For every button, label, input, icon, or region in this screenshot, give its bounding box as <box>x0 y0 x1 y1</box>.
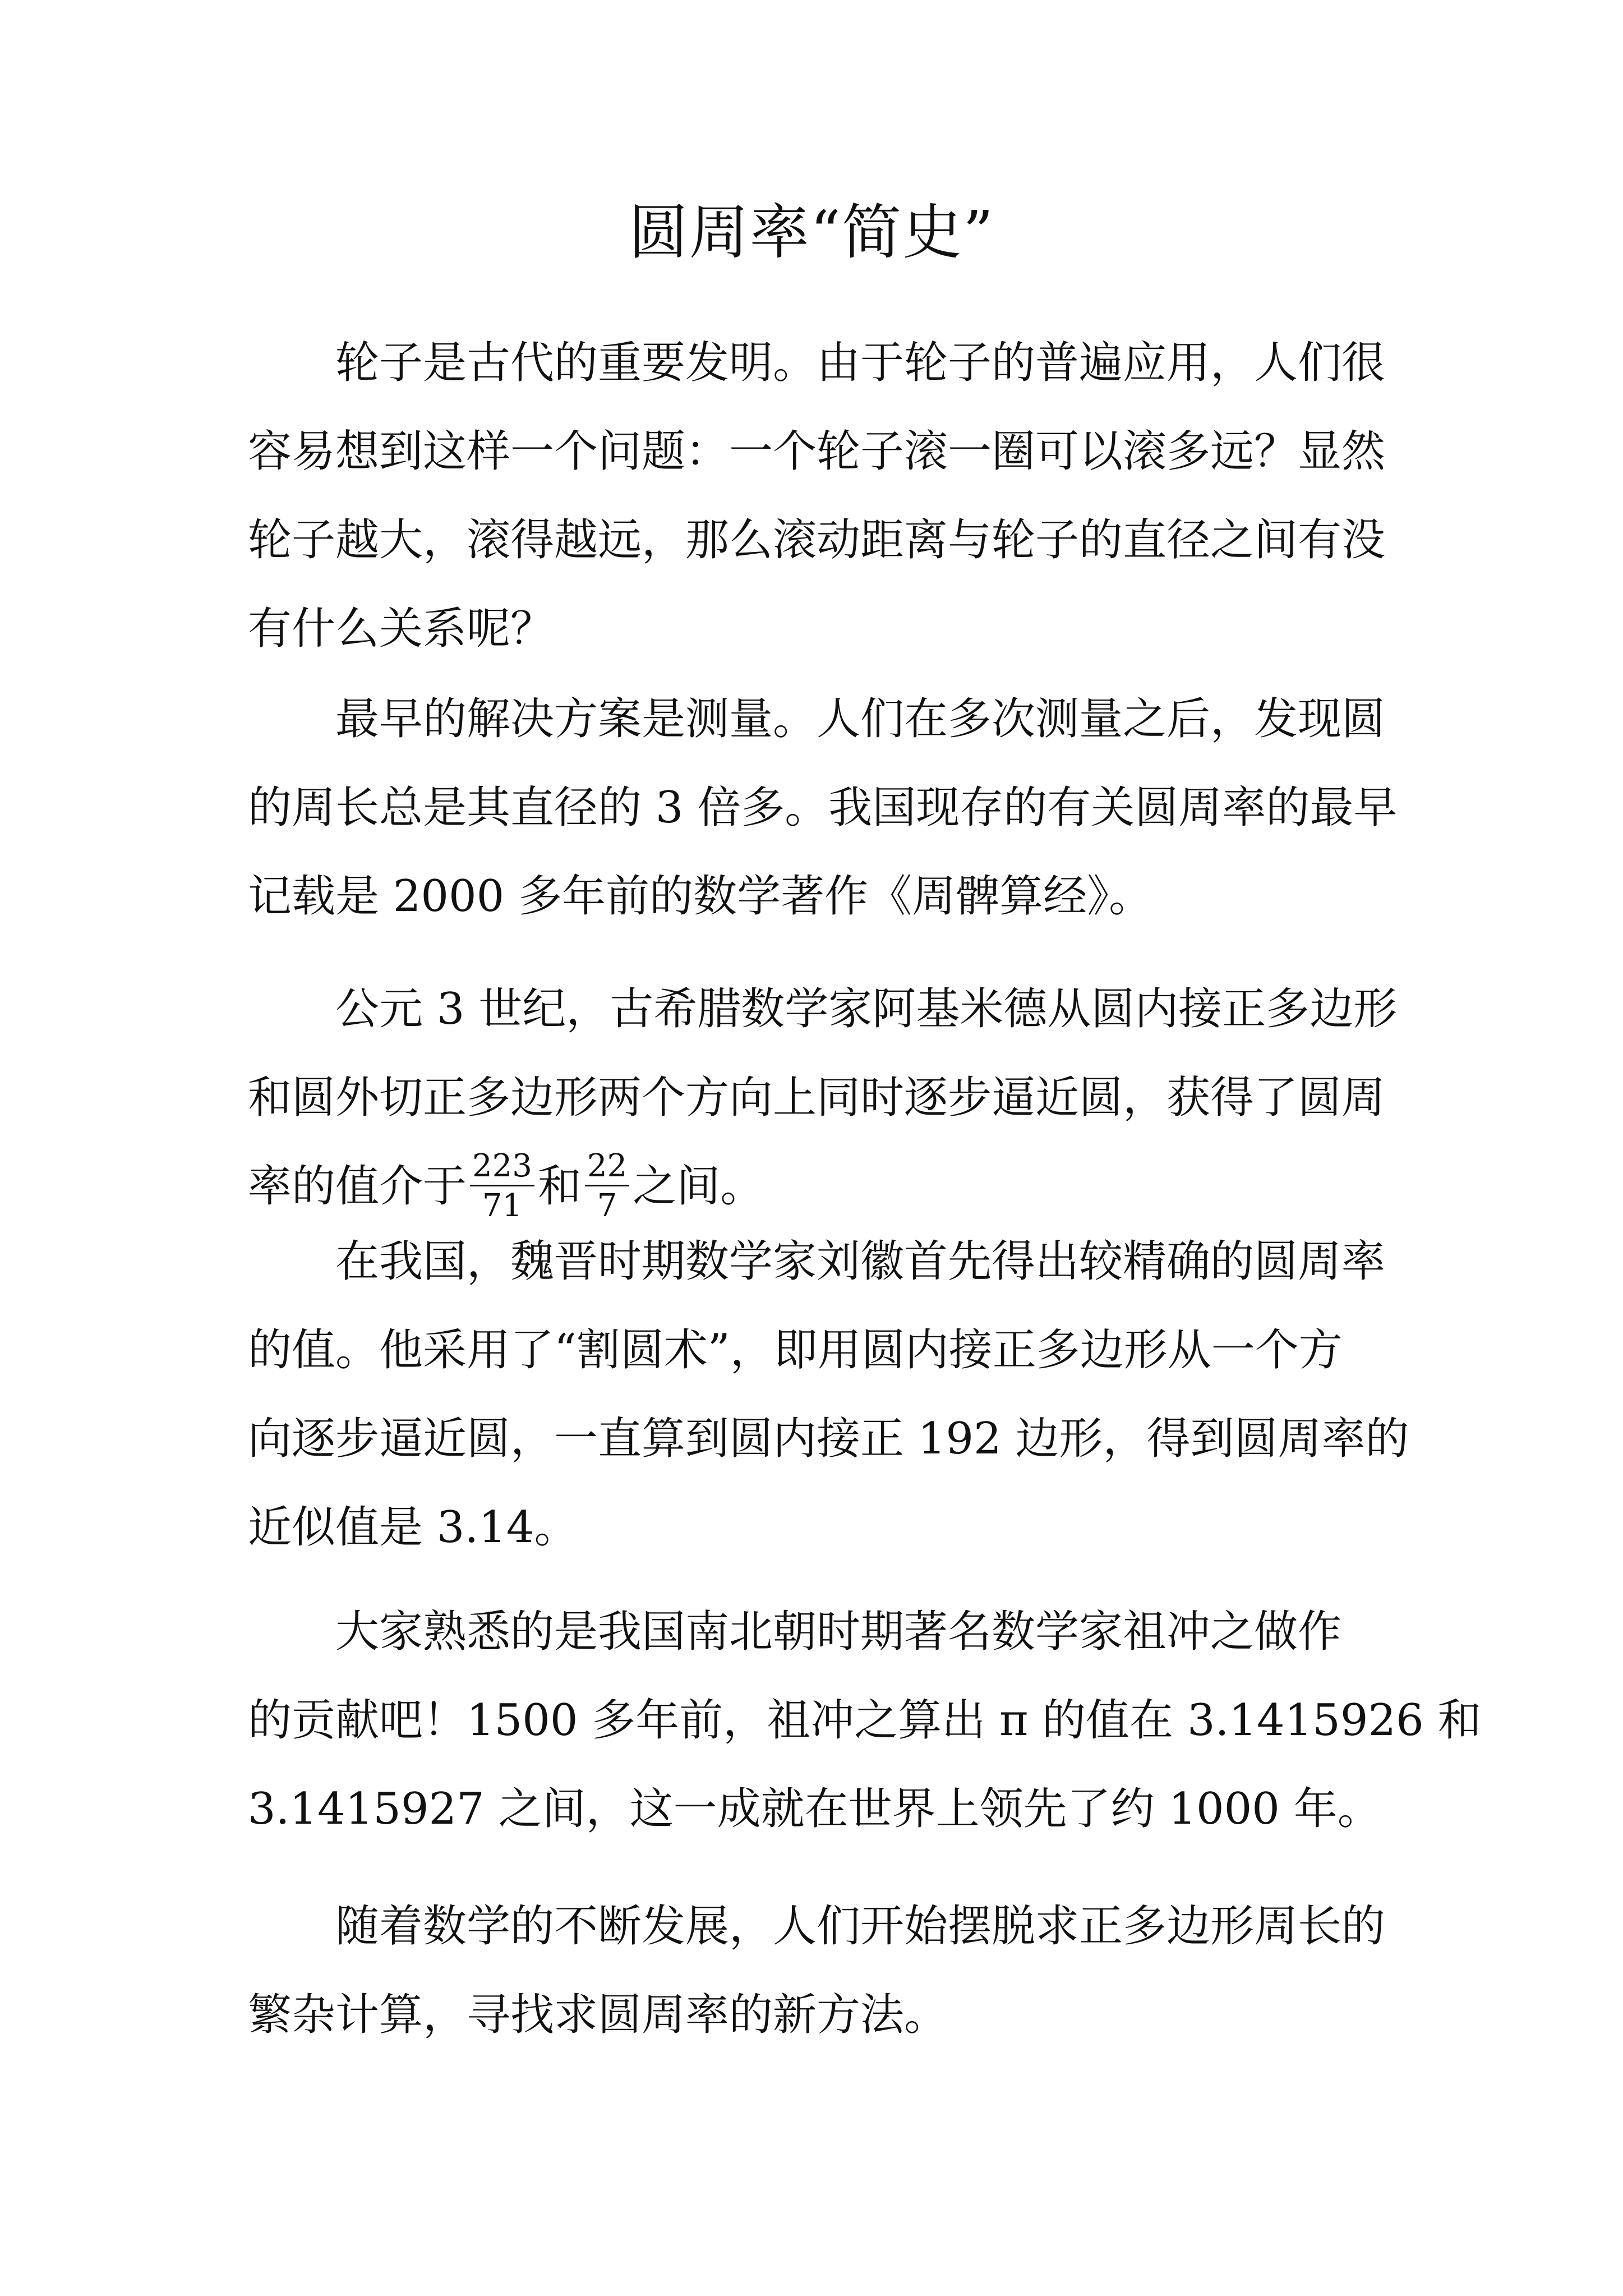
fraction-line-suffix: 之间。 <box>633 1161 764 1212</box>
paragraph-measurement <box>248 675 1398 941</box>
text-line: 轮子是古代的重要发明。由于轮子的普遍应用，人们很 <box>335 338 1386 388</box>
text-line: 记载是 2000 多年前的数学著作《周髀算经》。 <box>248 871 1153 922</box>
text-line: 在我国，魏晋时期数学家刘徽首先得出较精确的圆周率 <box>335 1236 1386 1287</box>
fraction-denominator: 71 <box>482 1188 523 1224</box>
text-line: 大家熟悉的是我国南北朝时期著名数学家祖冲之做作 <box>335 1607 1342 1657</box>
text-line: 轮子越大，滚得越远，那么滚动距离与轮子的直径之间有没 <box>248 515 1386 565</box>
fraction-line-middle: 和 <box>537 1161 582 1212</box>
fraction-line-prefix: 率的值介于 <box>248 1161 467 1212</box>
text-line: 最早的解决方案是测量。人们在多次测量之后，发现圆 <box>335 694 1386 744</box>
text-line: 容易想到这样一个问题：一个轮子滚一圈可以滚多远？显然 <box>248 426 1386 477</box>
paragraph-new-methods <box>248 1882 1392 2059</box>
text-line: 的周长总是其直径的 3 倍多。我国现存的有关圆周率的最早 <box>248 783 1398 833</box>
fraction-223-over-71 <box>470 1149 534 1223</box>
paragraph-liu-hui <box>248 1217 1409 1572</box>
fraction-numerator: 22 <box>585 1149 629 1186</box>
text-line: 3.1415927 之间，这一成就在世界上领先了约 1000 年。 <box>248 1784 1381 1834</box>
fraction-denominator: 7 <box>597 1188 617 1224</box>
paragraph-wheel-question <box>248 319 1392 673</box>
paragraph-zu-chongzhi <box>248 1588 1482 1853</box>
fraction-numerator: 223 <box>470 1149 534 1186</box>
text-line: 向逐步逼近圆，一直算到圆内接正 192 边形，得到圆周率的 <box>248 1414 1409 1464</box>
text-line: 有什么关系呢？ <box>248 604 555 654</box>
text-line: 的值。他采用了“割圆术”，即用圆内接正多边形从一个方 <box>248 1325 1343 1375</box>
page-title: 圆周率“简史” <box>628 198 995 267</box>
text-line: 的贡献吧！1500 多年前，祖冲之算出 π 的值在 3.1415926 和 <box>248 1695 1482 1746</box>
text-line: 和圆外切正多边形两个方向上同时逐步逼近圆，获得了圆周 <box>248 1073 1386 1123</box>
text-line: 近似值是 3.14。 <box>248 1502 578 1553</box>
text-line: 公元 3 世纪，古希腊数学家阿基米德从圆内接正多边形 <box>335 984 1398 1034</box>
text-line: 随着数学的不断发展，人们开始摆脱求正多边形周长的 <box>335 1901 1386 1952</box>
text-line: 繁杂计算，寻找求圆周率的新方法。 <box>248 1990 948 2040</box>
fraction-22-over-7 <box>585 1149 629 1223</box>
paragraph-archimedes <box>248 965 1398 1231</box>
